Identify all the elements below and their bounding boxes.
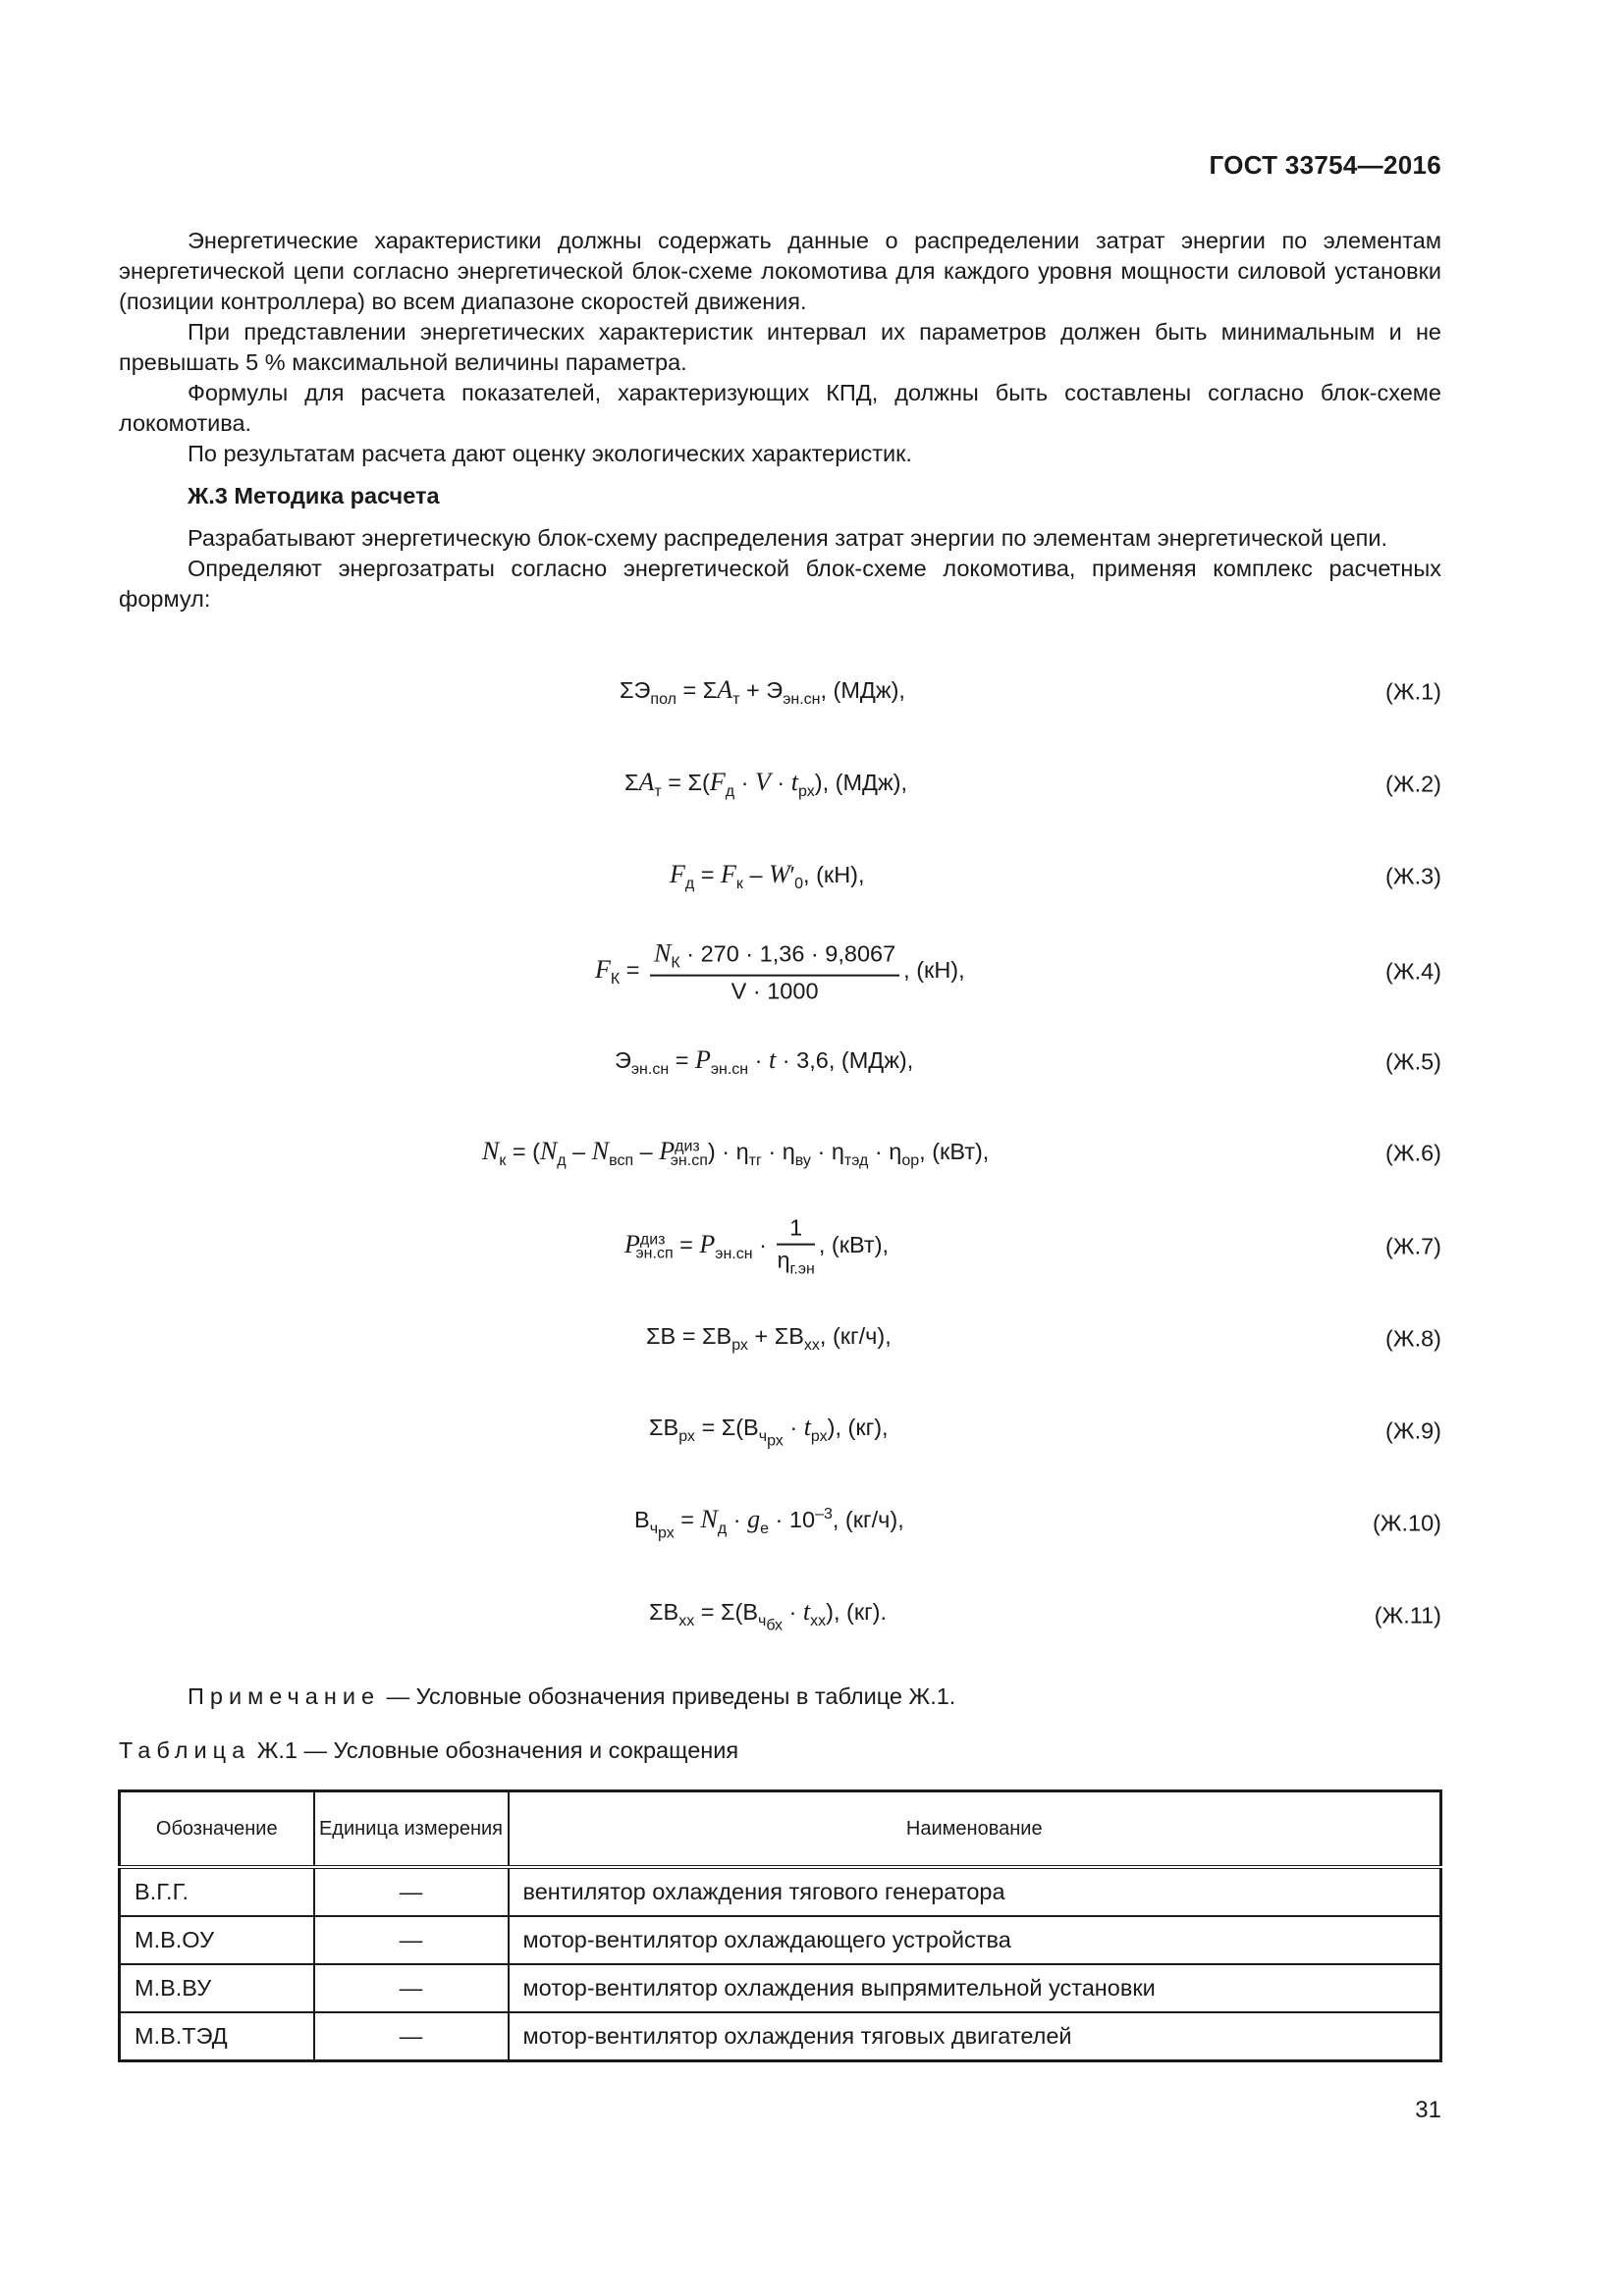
table-header-row bbox=[120, 1791, 1441, 1868]
table-cell: — bbox=[314, 1867, 509, 1916]
formula-row bbox=[119, 845, 1441, 908]
formula-row bbox=[119, 1584, 1441, 1647]
paragraph: Формулы для расчета показателей, характеризующих КПД, должны быть составлены согласно блок-схеме локомотива. bbox=[119, 380, 1441, 436]
body-text bbox=[119, 226, 1441, 614]
table-caption-text: Ж.1 — Условные обозначения и сокращения bbox=[256, 1737, 739, 1763]
formula-row bbox=[119, 1031, 1441, 1094]
table-cell: — bbox=[314, 1964, 509, 2012]
formula-number: (Ж.8) bbox=[1385, 1325, 1441, 1352]
formula-number: (Ж.1) bbox=[1385, 678, 1441, 705]
table-cell: В.Г.Г. bbox=[120, 1867, 314, 1916]
paragraph: При представлении энергетических характеристик интервал их параметров должен быть минимальным и не превышать 5 % максимальной величины параметра. bbox=[119, 319, 1441, 375]
paragraph: Определяют энергозатраты согласно энергетической блок-схеме локомотива, применяя комплекс расчетных формул: bbox=[119, 556, 1441, 612]
formula-expression: $В_{ч_{рх}} = N_д \cdot g_е \cdot 10^{-3}$, (кг/ч), bbox=[634, 1505, 904, 1541]
table-caption-label: Таблица bbox=[119, 1737, 251, 1763]
formula-expression: $\Sigma В = \Sigma В_{рх} + \Sigma В_{хх}$, (кг/ч), bbox=[646, 1323, 892, 1354]
table-row bbox=[120, 1964, 1441, 2012]
formula-number: (Ж.9) bbox=[1385, 1417, 1441, 1444]
paragraph: Энергетические характеристики должны содержать данные о распределении затрат энергии по элементам энергетической цепи согласно энергетической блок-схеме локомотива для каждого уровня мощности силовой установки (позиции контроллера) во всем диапазоне скоростей движения. bbox=[119, 228, 1441, 314]
formula-row bbox=[119, 1400, 1441, 1463]
fraction: $\frac{1}{\eta_{г.эн}}$ bbox=[777, 1214, 815, 1278]
fraction: $\frac{N_К \cdot 270 \cdot 1,36 \cdot 9,8067}{V \cdot 1000}$ bbox=[650, 939, 899, 1005]
table-cell: М.В.ВУ bbox=[120, 1964, 314, 2012]
column-header: Наименование bbox=[509, 1791, 1441, 1868]
formula-number: (Ж.2) bbox=[1385, 771, 1441, 797]
page-number: 31 bbox=[1415, 2097, 1441, 2123]
table-cell: мотор-вентилятор охлаждения выпрямительной установки bbox=[509, 1964, 1441, 2012]
formula-row bbox=[119, 1207, 1441, 1286]
table-cell: — bbox=[314, 1916, 509, 1964]
formula-expression: $\Sigma В_{рх} = \Sigma(В_{ч_{рх}} \cdot t_{рх})$, (кг), bbox=[649, 1413, 889, 1449]
table-cell: М.В.ОУ bbox=[120, 1916, 314, 1964]
note bbox=[188, 1683, 955, 1710]
table-row bbox=[120, 1867, 1441, 1916]
formula-row bbox=[119, 1122, 1441, 1185]
formula-number: (Ж.11) bbox=[1374, 1602, 1441, 1629]
formula-number: (Ж.5) bbox=[1385, 1048, 1441, 1075]
formula-expression: $P^{диз}_{эн.сп} = P_{эн.сн}$ · $\frac{1}{\eta_{г.эн}}$ , (кВт), bbox=[624, 1214, 890, 1278]
standard-code: ГОСТ 33754—2016 bbox=[1209, 150, 1441, 180]
formula-row bbox=[119, 1492, 1441, 1555]
formula-expression: $Э_{эн.сн} = P_{эн.сн} \cdot t \cdot 3,6$, (МДж), bbox=[615, 1045, 914, 1078]
table-row bbox=[120, 1916, 1441, 1964]
paragraph: Разрабатывают энергетическую блок-схему распределения затрат энергии по элементам энергетической цепи. bbox=[188, 525, 1388, 551]
section-heading: Ж.3 Методика расчета bbox=[188, 483, 440, 508]
formula-expression: $F_К$ = $\frac{N_К \cdot 270 \cdot 1,36 \cdot 9,8067}{V \cdot 1000}$ , (кН), bbox=[595, 938, 965, 1004]
column-header: Обозначение bbox=[120, 1791, 314, 1868]
table-cell: мотор-вентилятор охлаждения тяговых двигателей bbox=[509, 2012, 1441, 2061]
formula-expression: $\Sigma Э_{пол} = \Sigma A_т + Э_{эн.сн}$, (МДж), bbox=[620, 675, 905, 708]
formula-number: (Ж.7) bbox=[1385, 1233, 1441, 1259]
formula-expression: $\Sigma В_{хх} = \Sigma(В_{ч_{бх}} \cdot t_{хх})$, (кг). bbox=[649, 1597, 888, 1633]
formula-number: (Ж.6) bbox=[1385, 1140, 1441, 1166]
formula-number: (Ж.10) bbox=[1372, 1510, 1441, 1536]
note-label: Примечание bbox=[188, 1683, 381, 1709]
table-row bbox=[120, 2012, 1441, 2061]
table-cell: вентилятор охлаждения тягового генератора bbox=[509, 1867, 1441, 1916]
formula-row bbox=[119, 1308, 1441, 1370]
table-cell: — bbox=[314, 2012, 509, 2061]
table-caption bbox=[119, 1737, 738, 1764]
note-text: — Условные обозначения приведены в таблице Ж.1. bbox=[386, 1683, 956, 1709]
formula-expression: $N_к = (N_д - N_{всп} - P^{диз}_{эн.сп}) \cdot \eta_{тг} \cdot \eta_{ву} \cdot \eta_{тэд} \cdot \eta_{ор}$, (кВт), bbox=[482, 1137, 990, 1169]
paragraph: По результатам расчета дают оценку экологических характеристик. bbox=[188, 441, 912, 466]
column-header: Единица измерения bbox=[314, 1791, 509, 1868]
formula-number: (Ж.4) bbox=[1385, 958, 1441, 985]
table-cell: М.В.ТЭД bbox=[120, 2012, 314, 2061]
table-cell: мотор-вентилятор охлаждающего устройства bbox=[509, 1916, 1441, 1964]
formula-row bbox=[119, 935, 1441, 1008]
formula-row bbox=[119, 661, 1441, 723]
formula-row bbox=[119, 753, 1441, 816]
formula-expression: $\Sigma A_т = \Sigma(F_д \cdot V \cdot t_{рх})$, (МДж), bbox=[624, 768, 908, 800]
formula-expression: $F_д = F_к - W'_0$, (кН), bbox=[670, 860, 865, 892]
symbols-table bbox=[118, 1789, 1442, 2062]
formula-number: (Ж.3) bbox=[1385, 863, 1441, 889]
